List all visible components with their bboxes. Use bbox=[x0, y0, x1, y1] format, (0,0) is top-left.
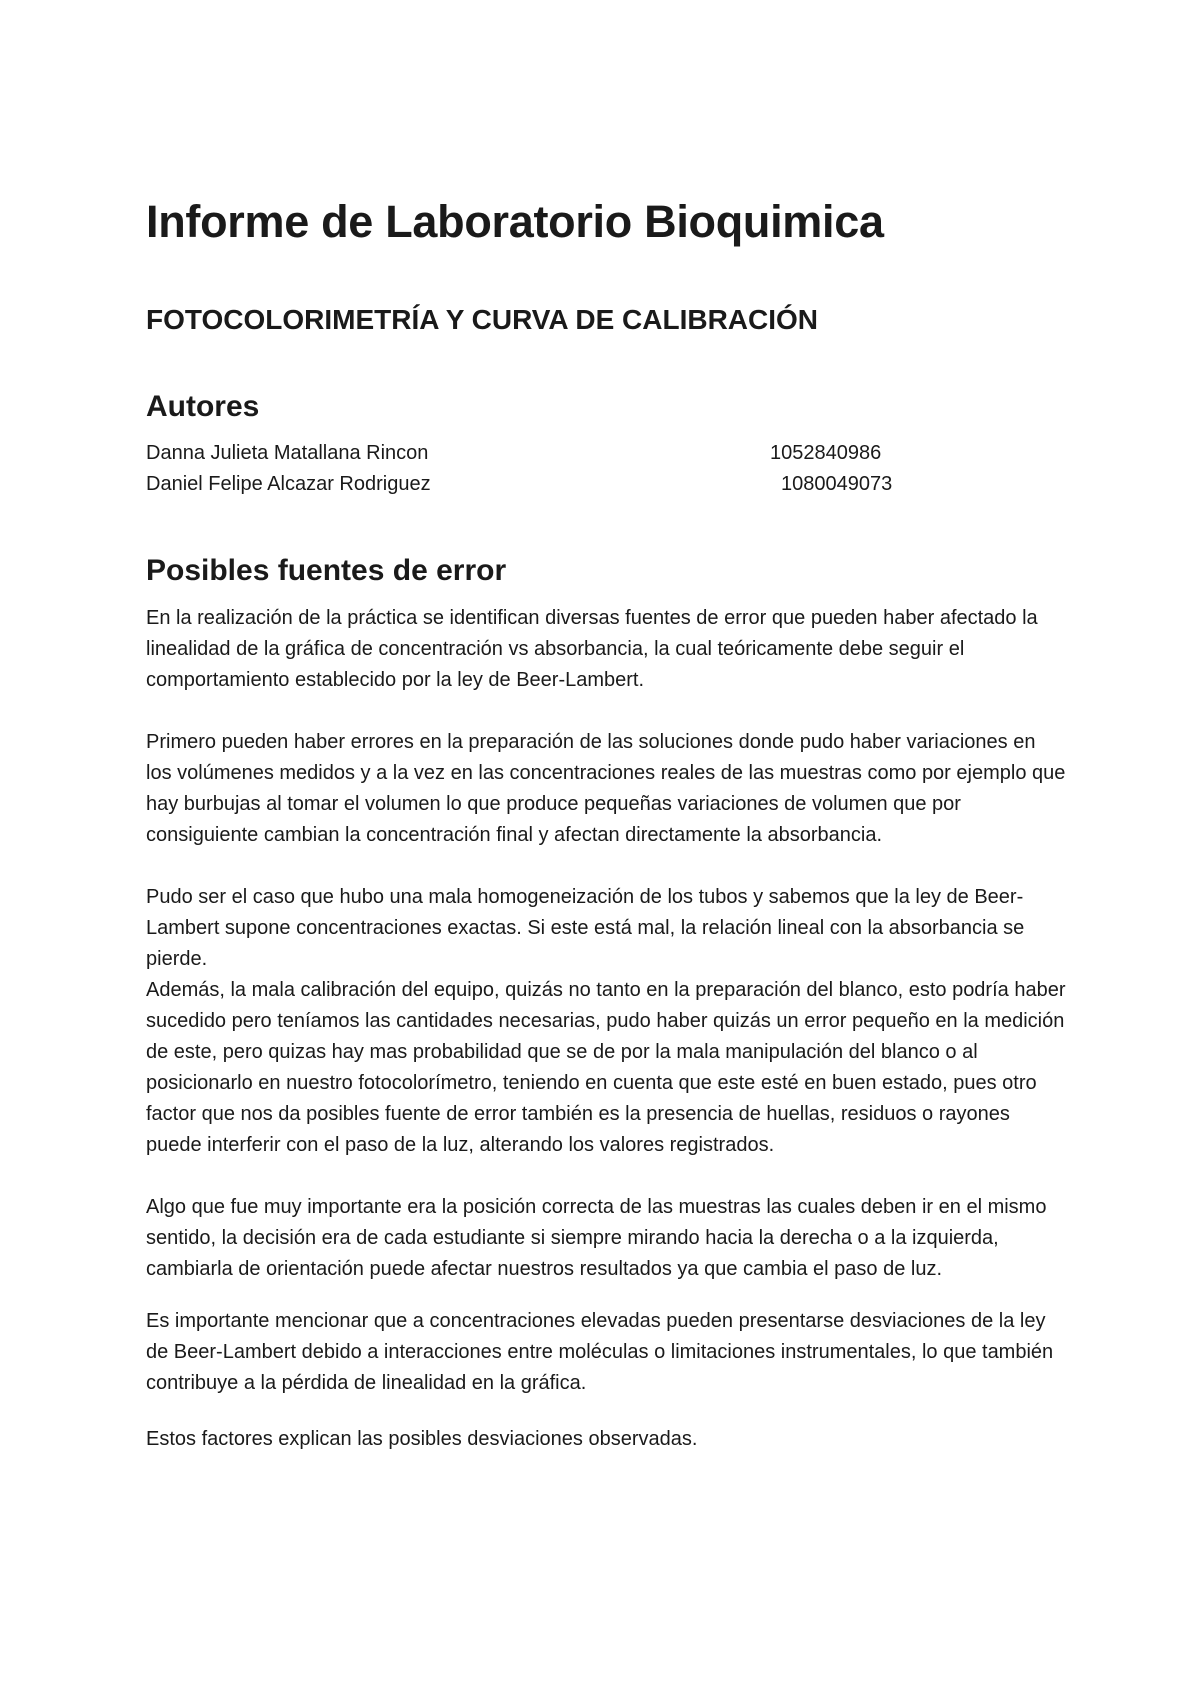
author-name: Danna Julieta Matallana Rincon bbox=[146, 442, 429, 464]
paragraph: Además, la mala calibración del equipo, quizás no tanto en la preparación del blanco, esto podría haber sucedido pero teníamos las cantidades necesarias, pudo haber quizás un error pequeño en la medición de este, pero quizas hay mas probabilidad que se de por la mala manipulación del blanco o al posicionarlo en nuestro fotocolorímetro, teniendo en cuenta que este esté en buen estado, pues otro factor que nos da posibles fuente de error también es la presencia de huellas, residuos o rayones puede interferir con el paso de la luz, alterando los valores registrados. bbox=[146, 979, 1066, 1156]
author-id: 1052840986 bbox=[770, 442, 882, 464]
author-row bbox=[146, 469, 926, 500]
paragraph: Algo que fue muy importante era la posición correcta de las muestras las cuales deben ir en el mismo sentido, la decisión era de cada estudiante si siempre mirando hacia la derecha o a la izquierda, cambiarla de orientación puede afectar nuestros resultados ya que cambia el paso de luz. bbox=[146, 1196, 1047, 1280]
paragraph: Primero pueden haber errores en la preparación de las soluciones donde pudo haber variaciones en los volúmenes medidos y a la vez en las concentraciones reales de las muestras como por ejemplo que hay burbujas al tomar el volumen lo que produce pequeñas variaciones de volumen que por consiguiente cambian la concentración final y afectan directamente la absorbancia. bbox=[146, 731, 1066, 846]
errors-heading: Posibles fuentes de error bbox=[146, 554, 507, 587]
authors-list bbox=[146, 438, 926, 500]
document-page bbox=[146, 0, 1066, 1696]
document-title: Informe de Laboratorio Bioquimica bbox=[146, 196, 884, 247]
paragraph: Es importante mencionar que a concentraciones elevadas pueden presentarse desviaciones de la ley de Beer-Lambert debido a interacciones entre moléculas o limitaciones instrumentales, lo que también contribuye a la pérdida de linealidad en la gráfica. bbox=[146, 1310, 1054, 1394]
paragraph: Pudo ser el caso que hubo una mala homogeneización de los tubos y sabemos que la ley de Beer-Lambert supone concentraciones exactas. Si este está mal, la relación lineal con la absorbancia se pierde. bbox=[146, 886, 1025, 970]
document-subtitle: FOTOCOLORIMETRÍA Y CURVA DE CALIBRACIÓN bbox=[146, 304, 819, 335]
author-name: Daniel Felipe Alcazar Rodriguez bbox=[146, 473, 431, 495]
author-id: 1080049073 bbox=[781, 473, 893, 495]
paragraph: Estos factores explican las posibles desviaciones observadas. bbox=[146, 1428, 698, 1450]
authors-heading: Autores bbox=[146, 390, 260, 423]
paragraph: En la realización de la práctica se identifican diversas fuentes de error que pueden haber afectado la linealidad de la gráfica de concentración vs absorbancia, la cual teóricamente debe seguir el comportamiento establecido por la ley de Beer-Lambert. bbox=[146, 607, 1038, 691]
errors-body bbox=[146, 603, 1066, 1455]
author-row bbox=[146, 438, 926, 469]
